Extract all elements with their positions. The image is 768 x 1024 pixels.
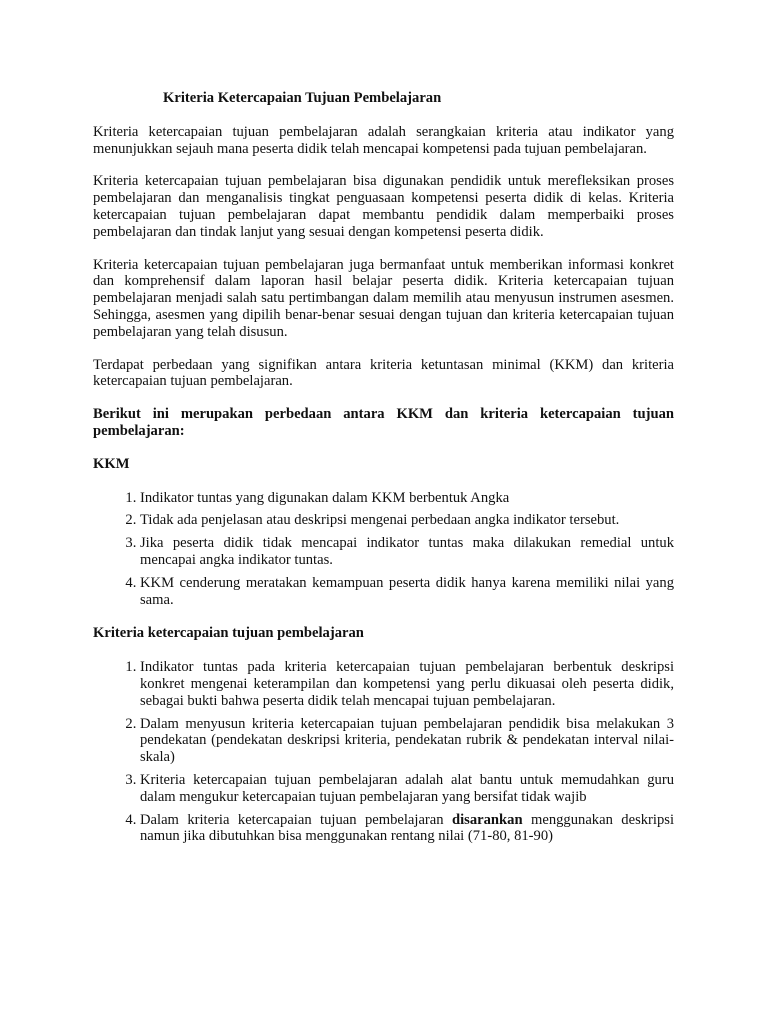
paragraph-difference: Terdapat perbedaan yang signifikan antara kriteria ketuntasan minimal (KKM) dan kriteria ketercapaian tujuan pembelajaran. <box>93 356 674 390</box>
paragraph-benefit: Kriteria ketercapaian tujuan pembelajaran juga bermanfaat untuk memberikan informasi konkret dan komprehensif dalam laporan hasil belajar peserta didik. Kriteria ketercapaian tujuan pembelajaran menjadi salah satu pertimbangan dalam memilih atau menyusun instrumen asesmen. Sehingga, asesmen yang dipilih benar-benar sesuai dengan tujuan dan kriteria ketercapaian tujuan pembelajaran yang telah disusun. <box>93 256 674 340</box>
list-item-emphasis: disarankan <box>452 811 523 828</box>
kkm-heading: KKM <box>93 455 130 472</box>
list-item: 1. Indikator tuntas pada kriteria ketercapaian tujuan pembelajaran berbentuk deskripsi konkret mengenai keterampilan dan kompetensi yang perlu dikuasai oleh peserta didik, sebagai bukti bahwa peserta didik telah mencapai tujuan pembelajaran. <box>140 659 674 709</box>
list-item <box>140 812 674 846</box>
list-item: 2. Dalam menyusun kriteria ketercapaian tujuan pembelajaran pendidik bisa melakukan 3 pendekatan (pendekatan deskripsi kriteria, pendekatan rubrik & pendekatan interval nilai-skala) <box>140 716 674 766</box>
list-item: 1. Indikator tuntas yang digunakan dalam KKM berbentuk Angka <box>140 490 674 507</box>
list-item-text-before: Dalam kriteria ketercapaian tujuan pembelajaran <box>140 811 452 828</box>
list-item: 3. Kriteria ketercapaian tujuan pembelajaran adalah alat bantu untuk memudahkan guru dalam mengukur ketercapaian tujuan pembelajaran yang bersifat tidak wajib <box>140 772 674 806</box>
list-item: 2. Tidak ada penjelasan atau deskripsi mengenai perbedaan angka indikator tersebut. <box>140 512 674 529</box>
ktp-heading: Kriteria ketercapaian tujuan pembelajaran <box>93 625 364 642</box>
list-item-text-after: menggunakan deskripsi namun jika dibutuhkan bisa menggunakan rentang nilai (71-80, 81-90) <box>140 811 674 845</box>
ktp-list <box>93 659 674 845</box>
paragraph-definition: Kriteria ketercapaian tujuan pembelajaran adalah serangkaian kriteria atau indikator yang menunjukkan sejauh mana peserta didik telah mencapai kompetensi pada tujuan pembelajaran. <box>93 123 674 157</box>
list-item: 3. Jika peserta didik tidak mencapai indikator tuntas maka dilakukan remedial untuk mencapai angka indikator tuntas. <box>140 535 674 569</box>
list-item: 4. KKM cenderung meratakan kemampuan peserta didik hanya karena memiliki nilai yang sama. <box>140 575 674 609</box>
kkm-list <box>93 490 674 609</box>
document-title: Kriteria Ketercapaian Tujuan Pembelajaran <box>163 90 442 106</box>
paragraph-usage: Kriteria ketercapaian tujuan pembelajaran bisa digunakan pendidik untuk merefleksikan proses pembelajaran dan menganalisis tingkat penguasaan kompetensi peserta didik di kelas. Kriteria ketercapaian tujuan pembelajaran dapat membantu pendidik dalam memperbaiki proses pembelajaran dan tindak lanjut yang sesuai dengan kompetensi peserta didik. <box>93 173 674 240</box>
document-page <box>93 90 674 862</box>
intro-heading: Berikut ini merupakan perbedaan antara KKM dan kriteria ketercapaian tujuan pembelajaran: <box>93 406 674 439</box>
